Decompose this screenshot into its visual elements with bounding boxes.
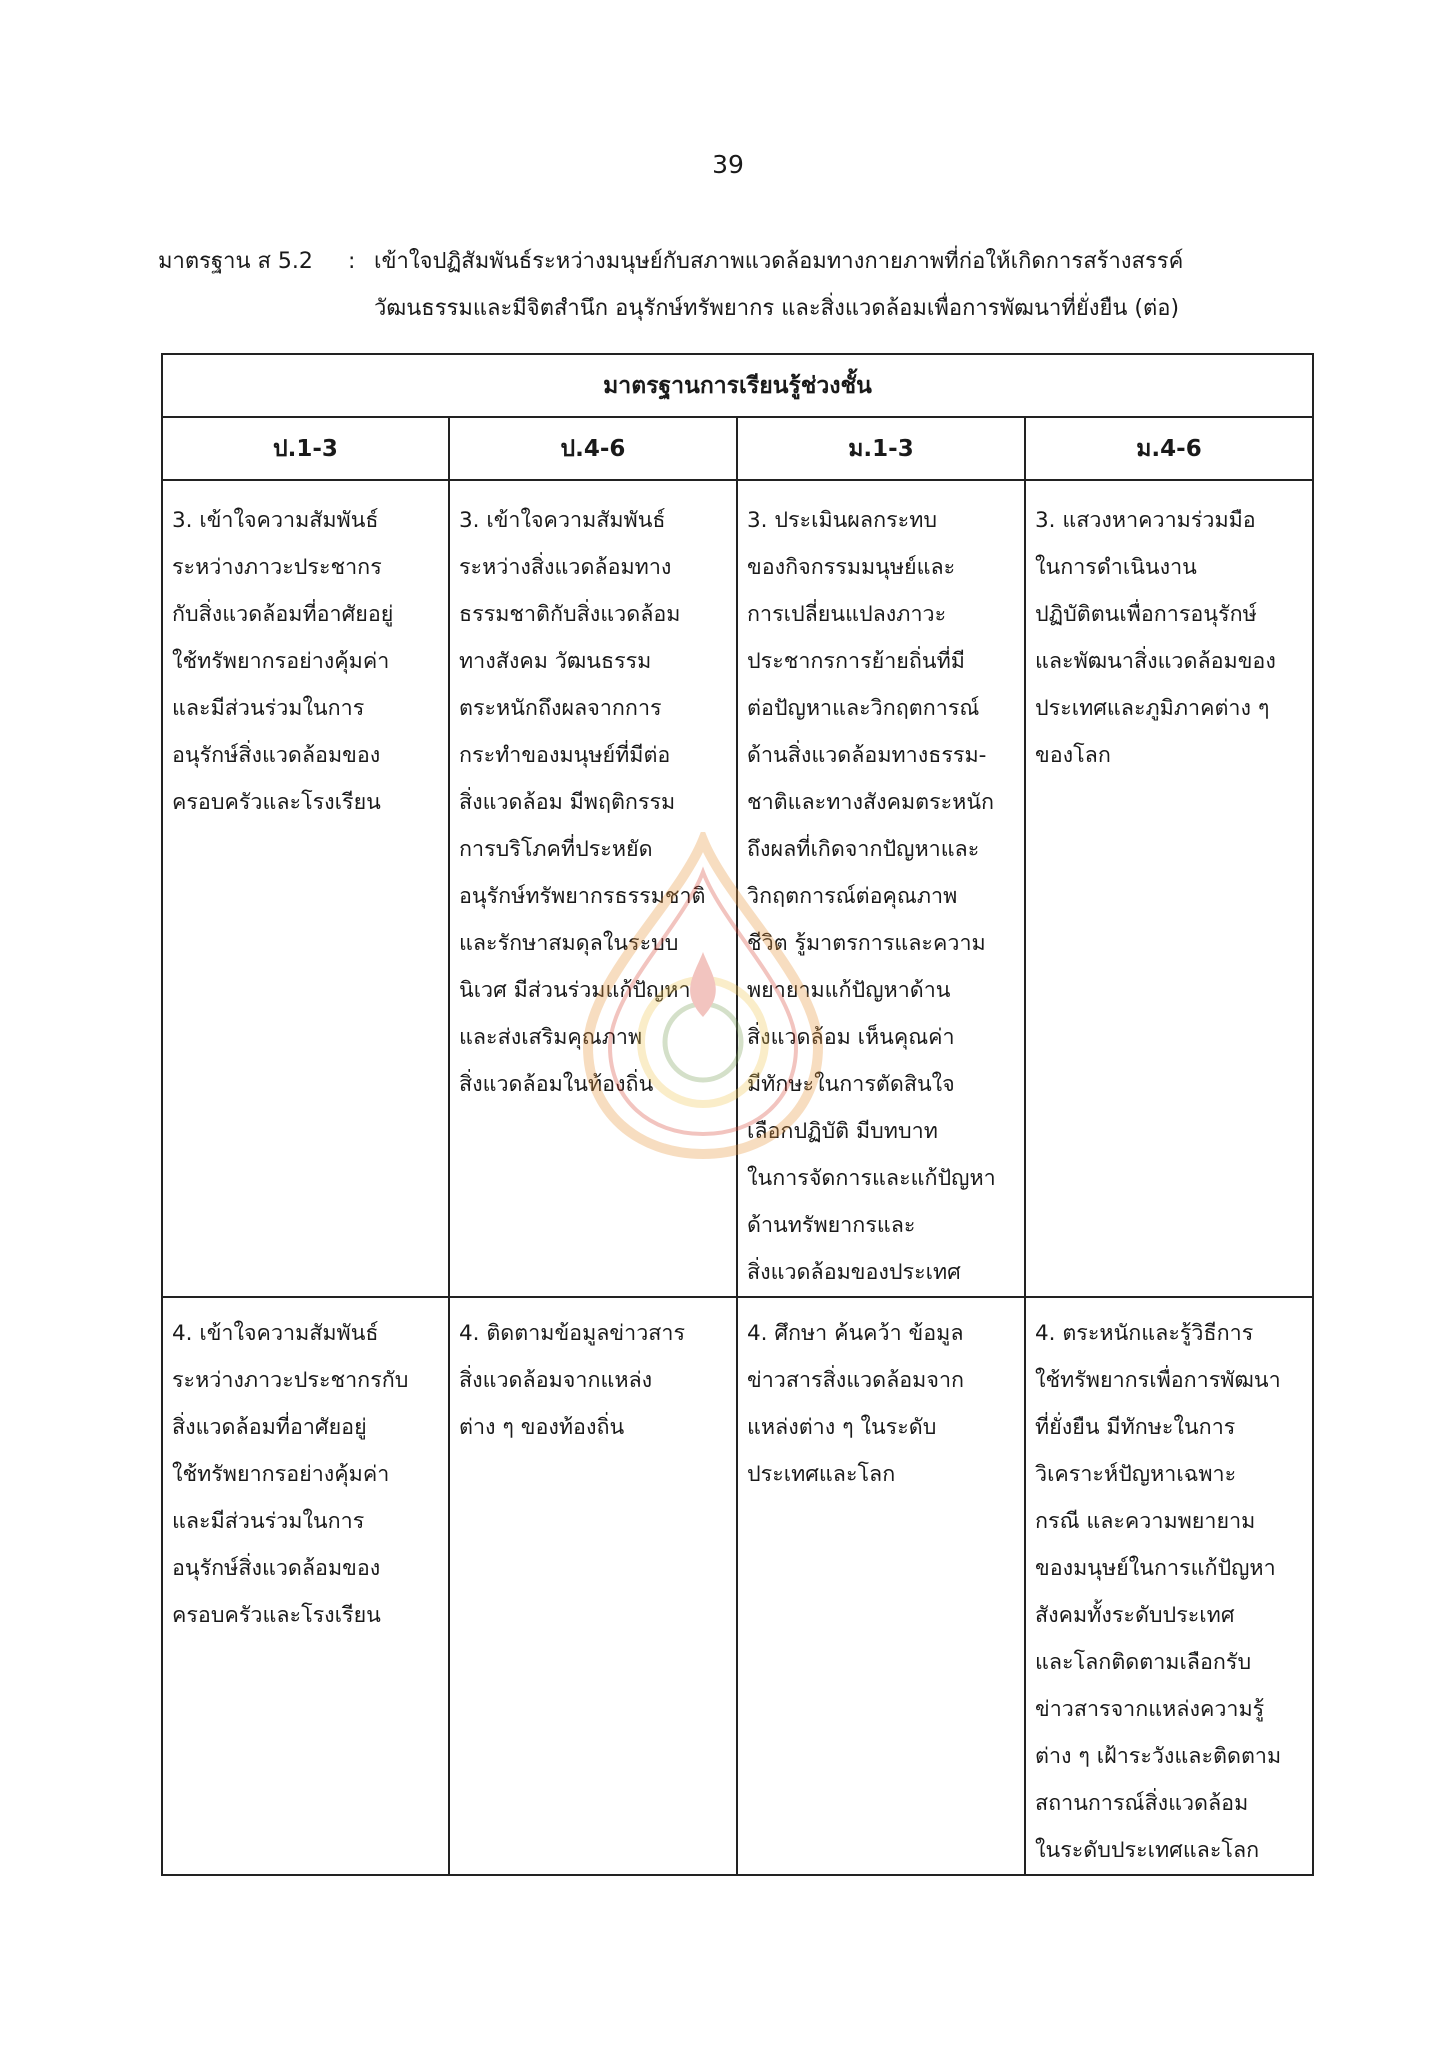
standard-heading bbox=[158, 238, 1308, 332]
ministry-seal-watermark-icon bbox=[578, 832, 828, 1162]
table-cell: 4. ตระหนักและรู้วิธีการ ใช้ทรัพยากรเพื่อการพัฒนา ที่ยั่งยืน มีทักษะในการ วิเคราะห์ปัญหาเฉพาะ กรณี และความพยายาม ของมนุษย์ในการแก้ปัญหา สังคมทั้งระดับประเทศ และโลกติดตามเลือกรับ ข่าวสารจากแหล่งความรู้ ต่าง ๆ เฝ้าระวังและติดตาม สถานการณ์สิ่งแวดล้อม ในระดับประเทศและโลก bbox=[1025, 1297, 1313, 1875]
column-header-m4-6: ม.4-6 bbox=[1025, 417, 1313, 480]
standard-code: มาตรฐาน ส 5.2 bbox=[158, 249, 313, 274]
column-header-m1-3: ม.1-3 bbox=[737, 417, 1025, 480]
table-cell: 3. เข้าใจความสัมพันธ์ ระหว่างสิ่งแวดล้อมทาง ธรรมชาติกับสิ่งแวดล้อม ทางสังคม วัฒนธรรม ตระหนักถึงผลจากการ กระทำของมนุษย์ที่มีต่อ สิ่งแวดล้อม มีพฤติกรรม การบริโภคที่ประหยัด อนุรักษ์ทรัพยากรธรรมชาติ และรักษาสมดุลในระบบ นิเวศ มีส่วนร่วมแก้ปัญหา และส่งเสริมคุณภาพ สิ่งแวดล้อมในท้องถิ่น bbox=[449, 480, 737, 1297]
table-cell: 4. ติดตามข้อมูลข่าวสาร สิ่งแวดล้อมจากแหล่ง ต่าง ๆ ของท้องถิ่น bbox=[449, 1297, 737, 1875]
column-header-p4-6: ป.4-6 bbox=[449, 417, 737, 480]
table-cell: 3. ประเมินผลกระทบ ของกิจกรรมมนุษย์และ การเปลี่ยนแปลงภาวะ ประชากรการย้ายถิ่นที่มี ต่อปัญหาและวิกฤตการณ์ ด้านสิ่งแวดล้อมทางธรรม- ชาติและทางสังคมตระหนัก ถึงผลที่เกิดจากปัญหาและ วิกฤตการณ์ต่อคุณภาพ ชีวิต รู้มาตรการและความ พยายามแก้ปัญหาด้าน สิ่งแวดล้อม เห็นคุณค่า มีทักษะในการตัดสินใจ เลือกปฏิบัติ มีบทบาท ในการจัดการและแก้ปัญหา ด้านทรัพยากรและ สิ่งแวดล้อมของประเทศ bbox=[737, 480, 1025, 1297]
standard-description-line-1: เข้าใจปฏิสัมพันธ์ระหว่างมนุษย์กับสภาพแวดล้อมทางกายภาพที่ก่อให้เกิดการสร้างสรรค์ bbox=[374, 249, 1184, 274]
standard-colon: : bbox=[348, 249, 356, 274]
table-cell: 3. แสวงหาความร่วมมือ ในการดำเนินงาน ปฏิบัติตนเพื่อการอนุรักษ์ และพัฒนาสิ่งแวดล้อมของ ประเทศและภูมิภาคต่าง ๆ ของโลก bbox=[1025, 480, 1313, 1297]
table-row bbox=[162, 1297, 1313, 1875]
page-number: 39 bbox=[712, 150, 744, 179]
table-title: มาตรฐานการเรียนรู้ช่วงชั้น bbox=[162, 354, 1313, 417]
column-header-p1-3: ป.1-3 bbox=[162, 417, 449, 480]
table-cell: 4. ศึกษา ค้นคว้า ข้อมูล ข่าวสารสิ่งแวดล้อมจาก แหล่งต่าง ๆ ในระดับ ประเทศและโลก bbox=[737, 1297, 1025, 1875]
table-cell: 4. เข้าใจความสัมพันธ์ ระหว่างภาวะประชากรกับ สิ่งแวดล้อมที่อาศัยอยู่ ใช้ทรัพยากรอย่างคุ้มค่า และมีส่วนร่วมในการ อนุรักษ์สิ่งแวดล้อมของ ครอบครัวและโรงเรียน bbox=[162, 1297, 449, 1875]
table-cell: 3. เข้าใจความสัมพันธ์ ระหว่างภาวะประชากร กับสิ่งแวดล้อมที่อาศัยอยู่ ใช้ทรัพยากรอย่างคุ้มค่า และมีส่วนร่วมในการ อนุรักษ์สิ่งแวดล้อมของ ครอบครัวและโรงเรียน bbox=[162, 480, 449, 1297]
standard-description-line-2: วัฒนธรรมและมีจิตสำนึก อนุรักษ์ทรัพยากร และสิ่งแวดล้อมเพื่อการพัฒนาที่ยั่งยืน (ต่อ) bbox=[374, 296, 1180, 321]
